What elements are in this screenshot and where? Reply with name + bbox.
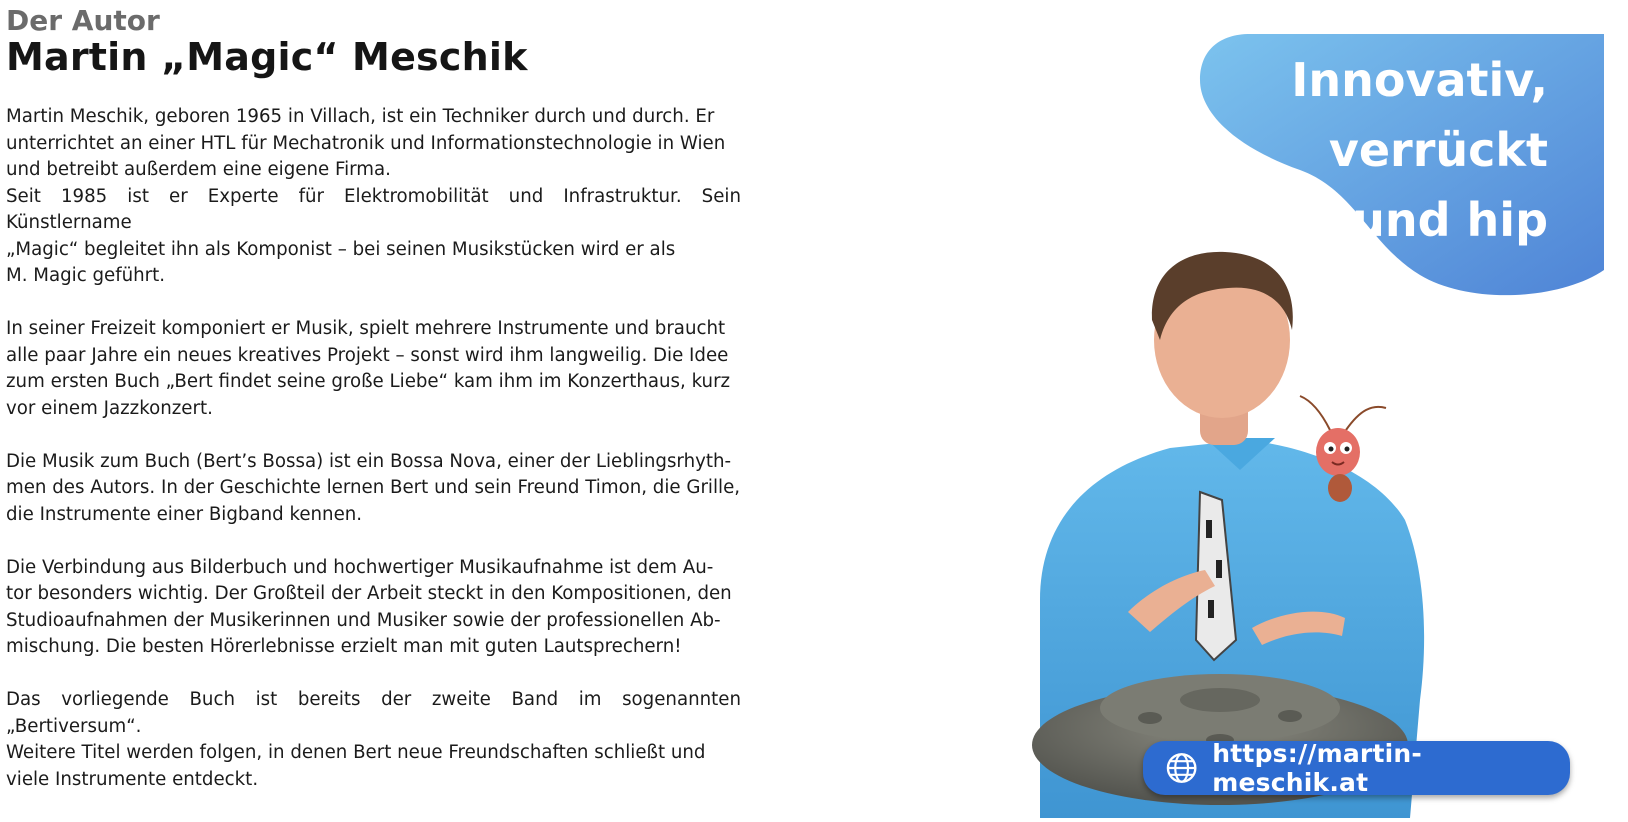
bio-line: und betreibt außerdem eine eigene Firma. xyxy=(6,159,391,180)
bio-line: In seiner Freizeit komponiert er Musik, spielt mehrere Instrumente und braucht xyxy=(6,318,726,339)
bio-line: „Magic“ begleitet ihn als Komponist – bei seinen Musikstücken wird er als xyxy=(6,238,676,260)
bio-line: M. Magic geführt. xyxy=(6,265,166,286)
bio-paragraph xyxy=(6,555,741,661)
bio-line: Die Verbindung aus Bilderbuch und hochwertiger Musikaufnahme ist dem Au- xyxy=(6,556,714,578)
bio-line: Martin Meschik, geboren 1965 in Villach, ist ein Techniker durch und durch. Er xyxy=(6,106,715,127)
bio-line: Die Musik zum Buch (Bert’s Bossa) ist ein Bossa Nova, einer der Lieblingsrhyth- xyxy=(6,450,732,472)
bio-line: mischung. Die besten Hörerlebnisse erzielt man mit guten Lautsprechern! xyxy=(6,636,682,657)
bio-line: Das vorliegende Buch ist bereits der zweite Band im sogenannten „Bertiversum“. xyxy=(6,689,741,737)
bio-line: men des Autors. In der Geschichte lernen Bert und sein Freund Timon, die Grille, xyxy=(6,477,741,498)
bio-line: vor einem Jazzkonzert. xyxy=(6,397,213,419)
bio-paragraph xyxy=(6,316,741,422)
bio-line: alle paar Jahre ein neues kreatives Projekt – sonst wird ihm langweilig. Die Idee xyxy=(6,344,729,366)
author-biography xyxy=(6,104,741,820)
badge-line: und hip xyxy=(1352,193,1548,247)
author-photo xyxy=(1032,252,1424,818)
badge-slogan xyxy=(1188,45,1548,255)
bio-line: die Instrumente einer Bigband kennen. xyxy=(6,503,363,525)
author-kicker: Der Autor xyxy=(6,4,160,37)
bio-line: Seit 1985 ist er Experte für Elektromobilität und Infrastruktur. Sein Künstlername xyxy=(6,185,741,233)
globe-icon xyxy=(1165,751,1198,785)
bio-line: viele Instrumente entdeckt. xyxy=(6,768,259,790)
bio-line: tor besonders wichtig. Der Großteil der Arbeit steckt in den Kompositionen, den xyxy=(6,583,732,604)
bio-paragraph xyxy=(6,104,741,290)
website-url[interactable]: https://martin-meschik.at xyxy=(1212,739,1422,797)
badge-line: Innovativ, xyxy=(1291,53,1548,107)
website-link-button[interactable] xyxy=(1143,741,1570,795)
bio-line: Studioaufnahmen der Musikerinnen und Musiker sowie der professionellen Ab- xyxy=(6,609,721,631)
bio-line: Weitere Titel werden folgen, in denen Bert neue Freundschaften schließt und xyxy=(6,742,706,763)
author-name-title: Martin „Magic“ Meschik xyxy=(6,35,528,79)
bio-line: unterrichtet an einer HTL für Mechatronik und Informationstechnologie in Wien xyxy=(6,132,726,154)
bio-paragraph xyxy=(6,449,741,529)
badge-line: verrückt xyxy=(1328,123,1548,177)
bio-paragraph xyxy=(6,687,741,793)
bio-line: zum ersten Buch „Bert findet seine große Liebe“ kam ihm im Konzerthaus, kurz xyxy=(6,371,731,392)
